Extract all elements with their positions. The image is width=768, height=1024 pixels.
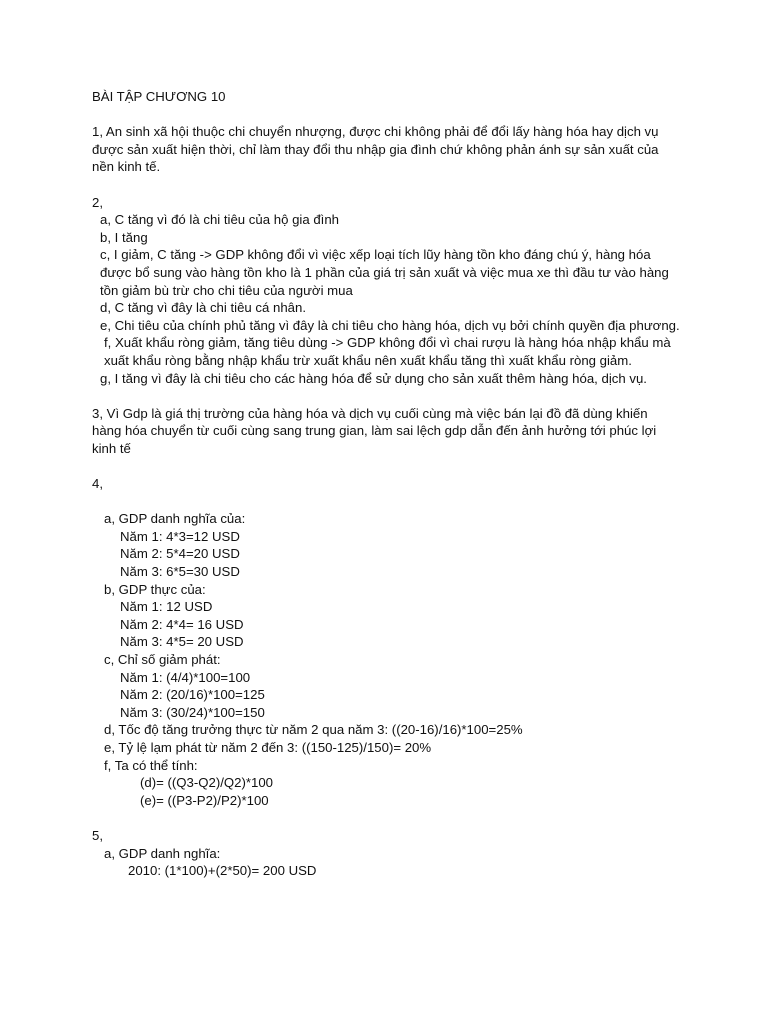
answer-4b-line: Năm 3: 4*5= 20 USD <box>120 634 244 650</box>
answer-4-heading: 4, <box>92 476 103 492</box>
answer-4c-line: Năm 1: (4/4)*100=100 <box>120 669 251 685</box>
answer-3: 3, Vì Gdp là giá thị trường của hàng hóa và dịch vụ cuối cùng mà việc bán lại đồ đã dùng khiến hàng hóa chuyển từ cuối cùng sang trung gian, làm sai lệch gdp dẫn đến ảnh hưởng tới phúc lợi kinh tế <box>92 405 657 456</box>
answer-4b-line: Năm 1: 12 USD <box>120 599 213 615</box>
document-page <box>92 88 680 880</box>
answer-4a-line: Năm 3: 6*5=30 USD <box>120 564 240 580</box>
answer-5a-title: a, GDP danh nghĩa: <box>104 845 221 861</box>
answer-4a-title: a, GDP danh nghĩa của: <box>104 511 246 527</box>
answer-4d: d, Tốc độ tăng trưởng thực từ năm 2 qua năm 3: ((20-16)/16)*100=25% <box>104 722 523 738</box>
answer-2c: c, I giảm, C tăng -> GDP không đổi vì việc xếp loại tích lũy hàng tồn kho đáng chú ý, hàng hóa được bổ sung vào hàng tồn kho là 1 phần của giá trị sản xuất và việc mua xe thì đầu tư vào hàng tồn giảm bù trừ cho chi tiêu của người mua <box>100 247 669 298</box>
answer-2-heading: 2, <box>92 194 103 210</box>
answer-4f-line: (d)= ((Q3-Q2)/Q2)*100 <box>140 775 274 791</box>
answer-2a: a, C tăng vì đó là chi tiêu của hộ gia đình <box>100 212 339 228</box>
answer-2d: d, C tăng vì đây là chi tiêu cá nhân. <box>100 300 306 316</box>
answer-2g: g, I tăng vì đây là chi tiêu cho các hàng hóa để sử dụng cho sản xuất thêm hàng hóa, dịch vụ. <box>100 370 647 386</box>
answer-2f: f, Xuất khẩu ròng giảm, tăng tiêu dùng -> GDP không đổi vì chai rượu là hàng hóa nhập khẩu mà xuất khẩu ròng bằng nhập khẩu trừ xuất khẩu nên xuất khẩu tăng thì xuất khẩu ròng giảm. <box>104 335 671 368</box>
answer-4c-line: Năm 3: (30/24)*100=150 <box>120 704 265 720</box>
answer-2b: b, I tăng <box>100 229 148 245</box>
document-title: BÀI TẬP CHƯƠNG 10 <box>92 89 226 104</box>
answer-4c-line: Năm 2: (20/16)*100=125 <box>120 687 265 703</box>
answer-4a-line: Năm 2: 5*4=20 USD <box>120 546 240 562</box>
answer-4f-line: (e)= ((P3-P2)/P2)*100 <box>140 792 269 808</box>
answer-4a-line: Năm 1: 4*3=12 USD <box>120 528 240 544</box>
answer-5a-line: 2010: (1*100)+(2*50)= 200 USD <box>128 863 317 879</box>
answer-5-heading: 5, <box>92 827 103 843</box>
answer-2e: e, Chi tiêu của chính phủ tăng vì đây là chi tiêu cho hàng hóa, dịch vụ bởi chính quyền địa phương. <box>100 317 680 333</box>
answer-4f-title: f, Ta có thể tính: <box>104 757 198 773</box>
answer-4b-title: b, GDP thực của: <box>104 581 206 597</box>
answer-4e: e, Tỷ lệ lạm phát từ năm 2 đến 3: ((150-125)/150)= 20% <box>104 739 432 755</box>
answer-4b-line: Năm 2: 4*4= 16 USD <box>120 616 244 632</box>
answer-4c-title: c, Chỉ số giảm phát: <box>104 652 221 667</box>
answer-1: 1, An sinh xã hội thuộc chi chuyển nhượng, được chi không phải để đổi lấy hàng hóa hay dịch vụ được sản xuất hiện thời, chỉ làm thay đổi thu nhập gia đình chứ không phản ánh sự sản xuất của nền kinh tế. <box>92 124 659 175</box>
